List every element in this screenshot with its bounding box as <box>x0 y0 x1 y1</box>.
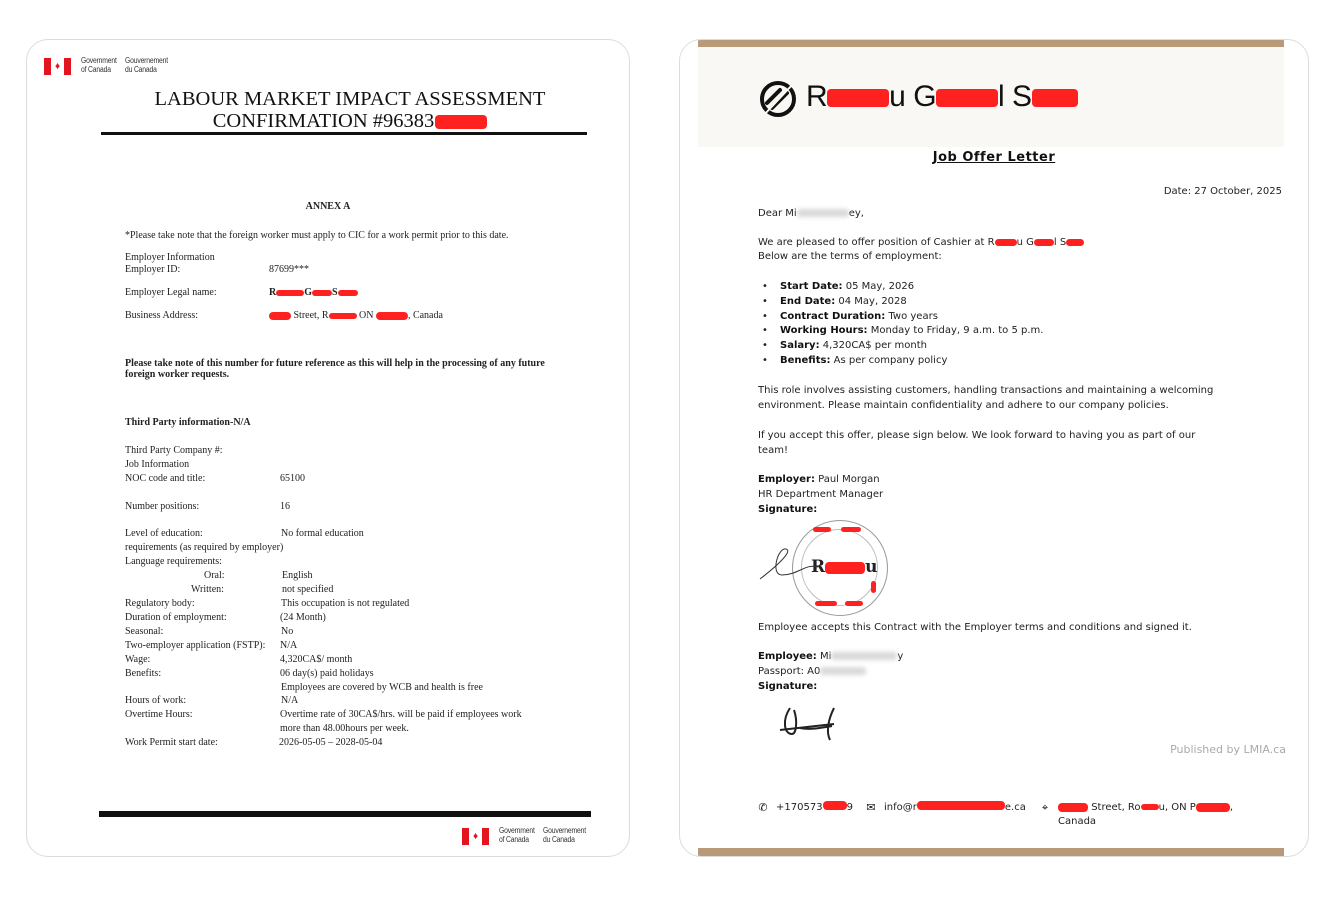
employer-title: HR Department Manager <box>758 489 884 500</box>
field-label: Benefits: <box>125 668 162 679</box>
field-label: Seasonal: <box>125 626 164 637</box>
term-item: • Contract Duration: Two years <box>762 310 1043 325</box>
envelope-icon: ✉ <box>866 801 876 814</box>
term-item: • Salary: 4,320CA$ per month <box>762 339 1043 354</box>
acceptance-line2: team! <box>758 445 788 456</box>
published-by-label: Published by LMIA.ca <box>1170 743 1286 756</box>
gov-logo-english: Government of Canada <box>81 56 117 74</box>
term-item: • Working Hours: Monday to Friday, 9 a.m. to 5 p.m. <box>762 324 1043 339</box>
field-value: more than 48.00hours per week. <box>280 723 409 734</box>
government-of-canada-logo <box>44 56 176 75</box>
contact-phone: ✆ +170573 9 <box>756 801 853 815</box>
greeting: Dear Mi ey, <box>758 208 864 219</box>
redaction-mark <box>435 115 487 129</box>
employee-signature-label: Signature: <box>758 681 818 692</box>
field-value: N/A <box>280 640 298 651</box>
term-item: • End Date: 04 May, 2028 <box>762 295 1043 310</box>
canada-flag-icon: ♦ <box>462 828 489 845</box>
term-item: • Start Date: 05 May, 2026 <box>762 280 1043 295</box>
reference-note-line2: foreign worker requests. <box>125 369 230 380</box>
field-label: Wage: <box>125 654 151 665</box>
company-stamp: R u <box>792 520 888 616</box>
field-value: 4,320CA$/ month <box>280 654 353 665</box>
reference-note-line1: Please take note of this number for future reference as this will help in the processing of any future <box>125 358 545 369</box>
intro-line: We are pleased to offer position of Cashier at R u G l S <box>758 236 1084 251</box>
legal-name-label: Employer Legal name: <box>125 287 217 298</box>
contact-address: ⌖ Street, Ro u, ON P , Canada <box>1038 801 1233 829</box>
employer-name: Employer: Paul Morgan <box>758 474 880 485</box>
employer-signature <box>758 545 838 585</box>
field-value: Employees are covered by WCB and health is free <box>281 682 483 693</box>
lmia-title: LABOUR MARKET IMPACT ASSESSMENT CONFIRMATION #96383 <box>154 88 546 132</box>
gov-logo-french: Gouvernement du Canada <box>125 56 168 74</box>
lmia-document <box>26 39 630 857</box>
employer-id-value: 87699*** <box>269 264 309 275</box>
acceptance-line1: If you accept this offer, please sign below. We look forward to having you as part of our <box>758 430 1196 441</box>
field-value: (24 Month) <box>280 612 326 623</box>
accent-bar-bottom <box>698 848 1284 857</box>
field-label: Work Permit start date: <box>125 737 218 748</box>
employee-acceptance: Employee accepts this Contract with the Employer terms and conditions and signed it. <box>758 622 1192 633</box>
role-description-line2: environment. Please maintain confidentiality and adhere to our company policies. <box>758 400 1169 411</box>
terms-intro: Below are the terms of employment: <box>758 251 942 262</box>
letterhead <box>698 47 1284 147</box>
field-value: No <box>281 626 294 637</box>
role-description-line1: This role involves assisting customers, handling transactions and maintaining a welcoming <box>758 385 1214 396</box>
field-label: Hours of work: <box>125 695 187 706</box>
field-value: 16 <box>280 501 290 512</box>
title-divider <box>101 132 587 135</box>
government-of-canada-footer-logo: ♦ Government of Canada Gouvernement du Canada <box>462 826 594 845</box>
employer-section-label: Employer Information <box>125 252 215 263</box>
field-value: English <box>282 570 313 581</box>
company-name: R u G l S <box>806 77 1078 117</box>
field-label: Number positions: <box>125 501 200 512</box>
third-party-heading: Third Party information-N/A <box>125 417 251 428</box>
location-pin-icon: ⌖ <box>1041 801 1049 814</box>
footer-divider <box>99 811 591 817</box>
letter-date: Date: 27 October, 2025 <box>1163 186 1282 197</box>
letter-title: Job Offer Letter <box>932 150 1056 165</box>
employee-name: Employee: Mi y <box>758 651 904 662</box>
field-label: requirements (as required by employer) <box>125 542 284 553</box>
phone-icon: ✆ <box>758 801 768 814</box>
annex-heading: ANNEX A <box>305 201 351 212</box>
term-item: • Benefits: As per company policy <box>762 354 1043 369</box>
field-value: not specified <box>282 584 334 595</box>
field-label: NOC code and title: <box>125 473 206 484</box>
field-label: Two-employer application (FSTP): <box>125 640 266 651</box>
field-value: 2026-05-05 – 2028-05-04 <box>279 737 383 748</box>
field-label: Level of education: <box>125 528 203 539</box>
field-value: Overtime rate of 30CA$/hrs. will be paid if employees work <box>280 709 522 720</box>
striped-circle-logo-icon <box>758 79 798 119</box>
job-info-label: Job Information <box>125 459 190 470</box>
field-label: Overtime Hours: <box>125 709 193 720</box>
business-address-label: Business Address: <box>125 310 199 321</box>
field-label: Language requirements: <box>125 556 222 567</box>
field-value: This occupation is not regulated <box>281 598 410 609</box>
legal-name-value: R G S <box>269 286 358 299</box>
field-value: No formal education <box>281 528 364 539</box>
contact-email[interactable]: ✉ info@r e.ca <box>864 801 1026 815</box>
passport-number: Passport: A0 <box>758 665 866 680</box>
canada-flag-icon: ♦ <box>44 58 71 75</box>
field-value: 06 day(s) paid holidays <box>280 668 374 679</box>
field-value: 65100 <box>280 473 305 484</box>
employer-id-label: Employer ID: <box>125 264 181 275</box>
employee-signature <box>776 700 846 745</box>
confirmation-number: CONFIRMATION #96383 <box>212 110 435 132</box>
third-party-company-label: Third Party Company #: <box>125 445 223 456</box>
accent-bar-top <box>698 40 1284 47</box>
business-address-value: Street, R ON , Canada <box>269 309 443 322</box>
field-label: Duration of employment: <box>125 612 227 623</box>
employer-signature-label: Signature: <box>758 504 818 515</box>
field-label: Oral: <box>204 570 225 581</box>
field-label: Written: <box>191 584 224 595</box>
work-permit-notice: *Please take note that the foreign worker must apply to CIC for a work permit prior to this date. <box>125 230 509 241</box>
employment-terms-list <box>762 280 1043 369</box>
field-label: Regulatory body: <box>125 598 195 609</box>
field-value: N/A <box>281 695 299 706</box>
job-offer-letter <box>679 39 1309 857</box>
